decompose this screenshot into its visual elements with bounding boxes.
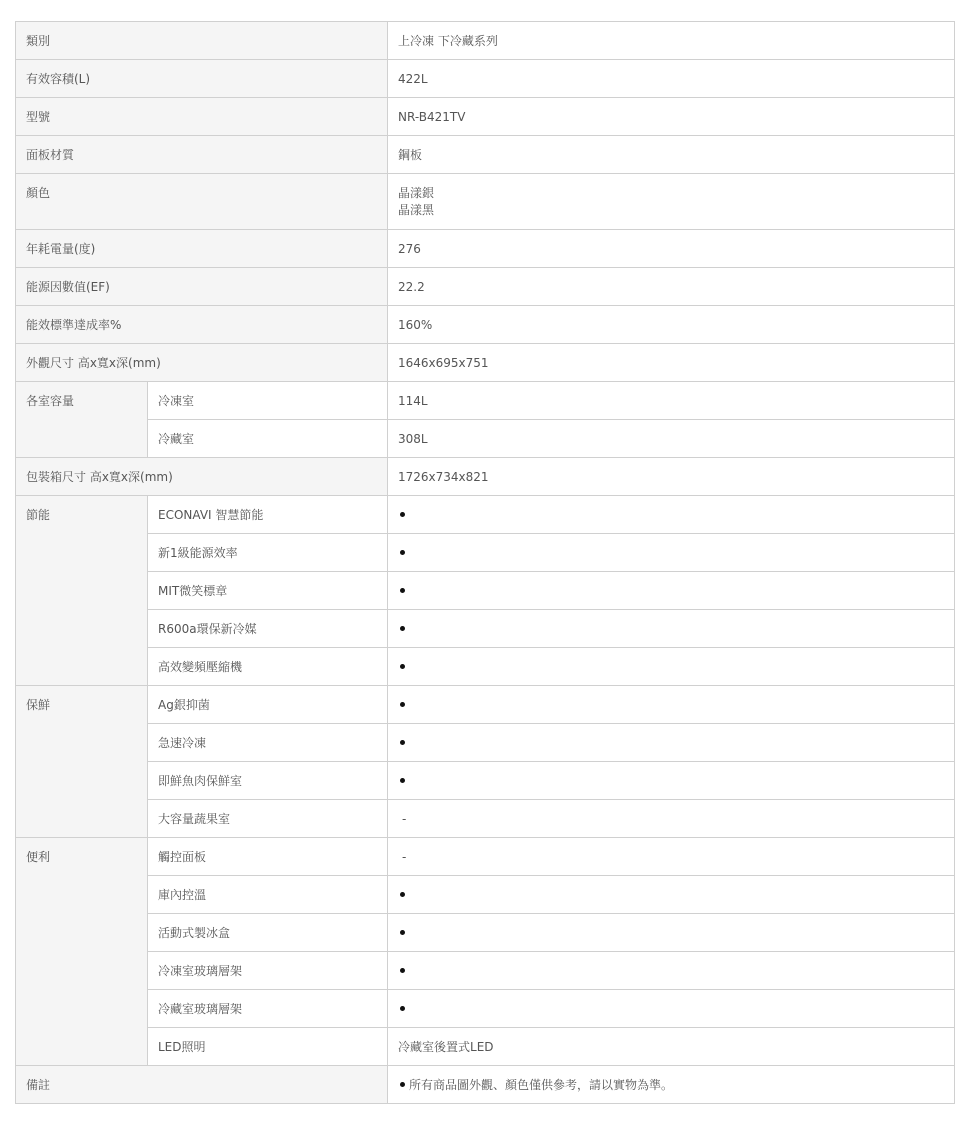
spec-sublabel: 冷藏室玻璃層架 <box>148 990 388 1028</box>
spec-value <box>388 496 955 534</box>
spec-label: 有效容積(L) <box>16 60 388 98</box>
spec-sublabel: 新1級能源效率 <box>148 534 388 572</box>
spec-row-category <box>16 22 955 60</box>
spec-value: 276 <box>388 230 955 268</box>
spec-value <box>388 1066 955 1104</box>
spec-value: 114L <box>388 382 955 420</box>
bullet-icon <box>400 550 405 555</box>
spec-value <box>388 648 955 686</box>
spec-row-package <box>16 458 955 496</box>
spec-label: 包裝箱尺寸 高x寬x深(mm) <box>16 458 388 496</box>
spec-value <box>388 914 955 952</box>
spec-value <box>388 724 955 762</box>
spec-sublabel: Ag銀抑菌 <box>148 686 388 724</box>
spec-label: 能源因數值(EF) <box>16 268 388 306</box>
spec-sublabel: 觸控面板 <box>148 838 388 876</box>
spec-value <box>388 572 955 610</box>
spec-label: 面板材質 <box>16 136 388 174</box>
spec-row-capacity <box>16 60 955 98</box>
spec-sublabel: 庫內控溫 <box>148 876 388 914</box>
spec-row-energy <box>16 572 955 610</box>
spec-row-efficiency-rate <box>16 306 955 344</box>
bullet-icon <box>400 778 405 783</box>
spec-label: 能效標準達成率% <box>16 306 388 344</box>
spec-value <box>388 762 955 800</box>
spec-value <box>388 838 955 876</box>
bullet-icon <box>400 740 405 745</box>
spec-sublabel: LED照明 <box>148 1028 388 1066</box>
spec-sublabel: 冷藏室 <box>148 420 388 458</box>
spec-group-label: 便利 <box>16 838 148 1066</box>
spec-row-fresh <box>16 800 955 838</box>
bullet-icon <box>400 664 405 669</box>
spec-value: 1726x734x821 <box>388 458 955 496</box>
spec-table <box>15 21 955 1104</box>
spec-row-convenience <box>16 838 955 876</box>
spec-sublabel: 急速冷凍 <box>148 724 388 762</box>
spec-row-convenience <box>16 914 955 952</box>
spec-sublabel: 活動式製冰盒 <box>148 914 388 952</box>
spec-value <box>388 952 955 990</box>
spec-row-convenience <box>16 990 955 1028</box>
spec-row-fresh <box>16 762 955 800</box>
bullet-icon <box>400 702 405 707</box>
spec-value <box>388 686 955 724</box>
spec-row-fresh <box>16 686 955 724</box>
spec-row-fresh <box>16 724 955 762</box>
bullet-icon <box>400 512 405 517</box>
spec-row-convenience <box>16 1028 955 1066</box>
bullet-icon <box>400 1082 405 1087</box>
spec-row-annual-power <box>16 230 955 268</box>
spec-group-label: 保鮮 <box>16 686 148 838</box>
spec-row-energy <box>16 496 955 534</box>
spec-sublabel: 高效變頻壓縮機 <box>148 648 388 686</box>
bullet-icon <box>400 1006 405 1011</box>
spec-value: 160% <box>388 306 955 344</box>
spec-row-convenience <box>16 952 955 990</box>
spec-row-energy <box>16 610 955 648</box>
spec-row-panel <box>16 136 955 174</box>
color-option: 晶漾黑 <box>398 203 435 217</box>
spec-row-model <box>16 98 955 136</box>
spec-sublabel: 大容量蔬果室 <box>148 800 388 838</box>
spec-value: 308L <box>388 420 955 458</box>
color-option: 晶漾銀 <box>398 186 435 200</box>
spec-value <box>388 610 955 648</box>
bullet-icon <box>400 930 405 935</box>
spec-group-label: 節能 <box>16 496 148 686</box>
spec-value: 冷藏室後置式LED <box>388 1028 955 1066</box>
spec-value: 鋼板 <box>388 136 955 174</box>
spec-value <box>388 534 955 572</box>
spec-value <box>388 800 955 838</box>
spec-label: 備註 <box>16 1066 388 1104</box>
spec-group-label: 各室容量 <box>16 382 148 458</box>
note-text: 所有商品圖外觀、顏色僅供參考，請以實物為準。 <box>409 1078 674 1092</box>
spec-value <box>388 876 955 914</box>
spec-sublabel: 即鮮魚肉保鮮室 <box>148 762 388 800</box>
bullet-icon <box>400 626 405 631</box>
spec-row-dimensions <box>16 344 955 382</box>
bullet-icon <box>400 588 405 593</box>
spec-sublabel: R600a環保新冷媒 <box>148 610 388 648</box>
spec-sublabel: ECONAVI 智慧節能 <box>148 496 388 534</box>
spec-row-energy <box>16 648 955 686</box>
spec-value: NR-B421TV <box>388 98 955 136</box>
spec-row-energy <box>16 534 955 572</box>
spec-row-note <box>16 1066 955 1104</box>
spec-label: 顏色 <box>16 174 388 230</box>
bullet-icon <box>400 892 405 897</box>
spec-sublabel: 冷凍室玻璃層架 <box>148 952 388 990</box>
spec-value <box>388 990 955 1028</box>
spec-row-compartment <box>16 382 955 420</box>
dash-value: - <box>402 850 407 864</box>
spec-row-ef <box>16 268 955 306</box>
spec-value: 1646x695x751 <box>388 344 955 382</box>
spec-value: 上冷凍 下冷藏系列 <box>388 22 955 60</box>
spec-label: 外觀尺寸 高x寬x深(mm) <box>16 344 388 382</box>
spec-row-convenience <box>16 876 955 914</box>
spec-value <box>388 174 955 230</box>
spec-label: 類別 <box>16 22 388 60</box>
spec-row-compartment <box>16 420 955 458</box>
spec-value: 422L <box>388 60 955 98</box>
spec-row-color <box>16 174 955 230</box>
spec-label: 年耗電量(度) <box>16 230 388 268</box>
bullet-icon <box>400 968 405 973</box>
dash-value: - <box>402 812 407 826</box>
spec-value: 22.2 <box>388 268 955 306</box>
spec-sublabel: 冷凍室 <box>148 382 388 420</box>
spec-sublabel: MIT微笑標章 <box>148 572 388 610</box>
spec-label: 型號 <box>16 98 388 136</box>
